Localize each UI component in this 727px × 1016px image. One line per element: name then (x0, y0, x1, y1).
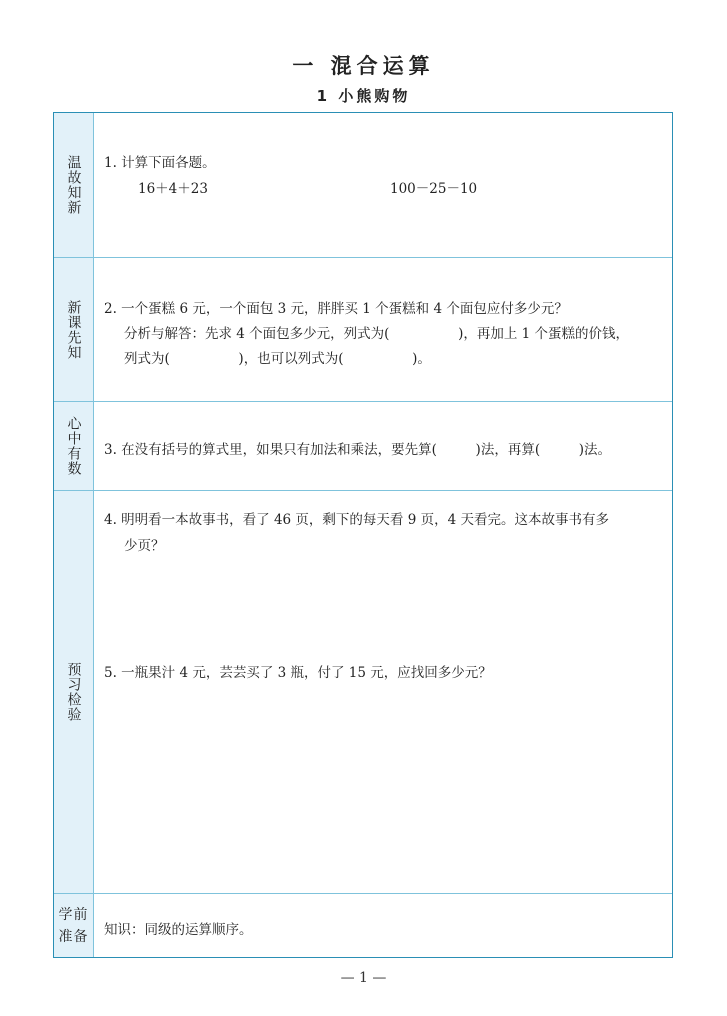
prep-content (94, 894, 672, 957)
question-3: 3. 在没有括号的算式里，如果只有加法和乘法，要先算( )法，再算( )法。 (104, 442, 611, 458)
prep-row (54, 894, 672, 957)
question-1: 1. 计算下面各题。 (104, 155, 216, 171)
page-number: — 1 — (340, 970, 387, 986)
review-content (94, 113, 672, 257)
preview-row (54, 491, 672, 894)
new-lesson-label: 新课先知 (54, 258, 94, 401)
question-5: 5. 一瓶果汁 4 元，芸芸买了 3 瓶，付了 15 元，应找回多少元？ (104, 665, 492, 681)
expression-b: 100－25－10 (390, 181, 478, 197)
question-2-analysis: 分析与解答：先求 4 个面包多少元，列式为( )，再加上 1 个蛋糕的价钱， (124, 326, 630, 342)
question-4-cont: 少页？ (124, 538, 165, 554)
worksheet-table (53, 112, 673, 958)
unit-title: 一 混合运算 (292, 54, 435, 78)
in-mind-row (54, 402, 672, 491)
question-2-expression: 列式为( )，也可以列式为( )。 (124, 351, 431, 367)
prep-knowledge: 知识：同级的运算顺序。 (104, 922, 253, 938)
review-row (54, 113, 672, 258)
new-lesson-row (54, 258, 672, 402)
in-mind-label: 心中有数 (54, 402, 94, 490)
prep-label: 学前准备 (54, 894, 94, 957)
in-mind-content (94, 402, 672, 490)
lesson-title: 1 小熊购物 (316, 87, 411, 105)
new-lesson-content (94, 258, 672, 401)
question-4: 4. 明明看一本故事书，看了 46 页，剩下的每天看 9 页，4 天看完。这本故事书有多 (104, 512, 609, 528)
preview-content (94, 491, 672, 893)
review-label: 温故知新 (54, 113, 94, 257)
expression-a: 16＋4＋23 (138, 181, 208, 197)
question-2: 2. 一个蛋糕 6 元，一个面包 3 元，胖胖买 1 个蛋糕和 4 个面包应付多少元？ (104, 301, 568, 317)
preview-label: 预习检验 (54, 491, 94, 893)
